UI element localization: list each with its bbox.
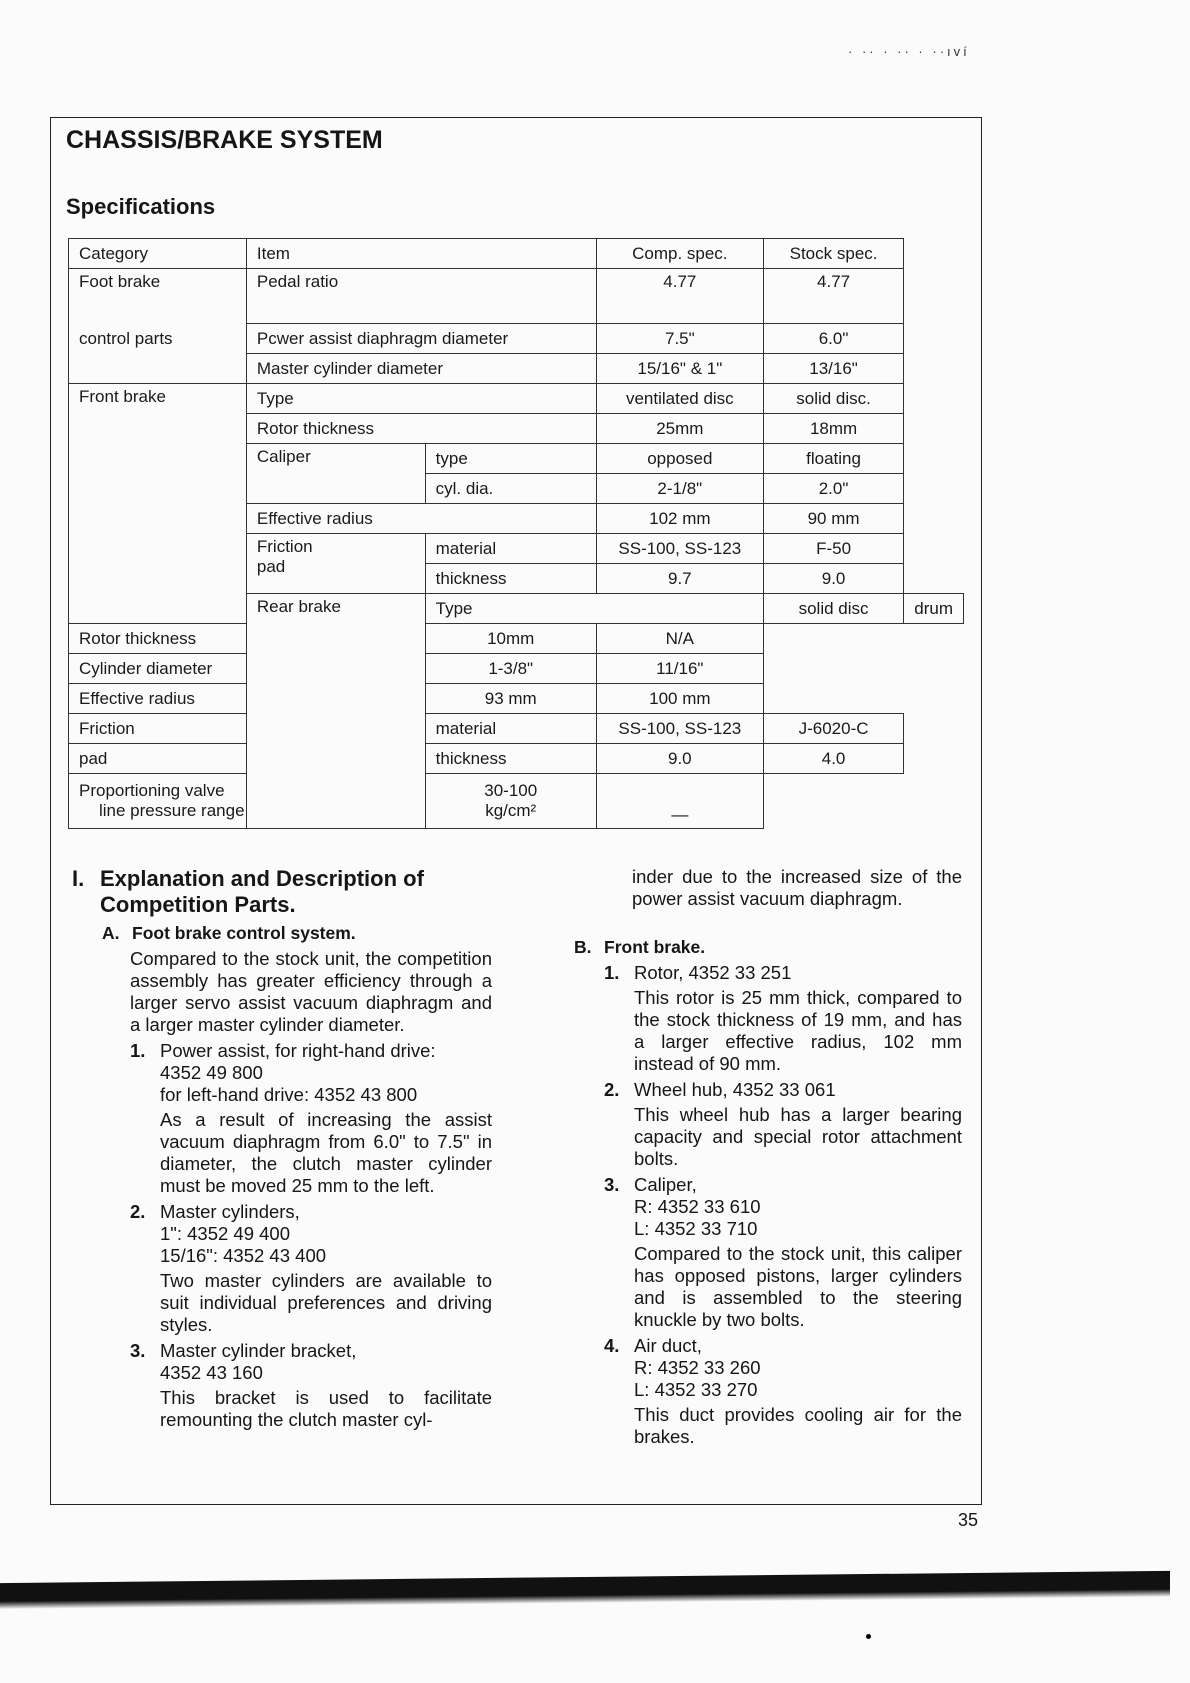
- explanation-heading: [72, 866, 492, 918]
- sub-item-cell: thickness: [425, 564, 596, 594]
- item-line: L: 4352 33 270: [634, 1379, 758, 1400]
- continuation-text: inder due to the increased size of the power assist vacuum diaphragm.: [632, 866, 962, 909]
- item-cell: [246, 534, 425, 594]
- item-line: R: 4352 33 610: [634, 1196, 761, 1217]
- comp-cell: 25mm: [596, 414, 763, 444]
- header-mark: · ·· · ·· · ··ıví: [848, 44, 970, 59]
- item-cell: Rotor thickness: [69, 624, 426, 654]
- comp-cell: 2-1/8": [596, 474, 763, 504]
- item-number: 3.: [130, 1340, 146, 1361]
- stock-cell: —: [596, 774, 763, 829]
- category-cell: Foot brake: [69, 269, 247, 324]
- item-number: 4.: [604, 1335, 620, 1356]
- section-b-heading: [574, 936, 962, 958]
- stock-cell: 4.77: [763, 269, 903, 324]
- section-a-intro: Compared to the stock unit, the competition assembly has greater efficiency through a larger servo assist vacuum diaphragm and a larger master cylinder diameter.: [130, 948, 492, 1035]
- comp-line: 30-100: [484, 781, 538, 800]
- item-line: 4352 43 160: [160, 1362, 263, 1383]
- section-title-text: Front brake.: [604, 937, 706, 957]
- stock-cell: 90 mm: [763, 504, 903, 534]
- section-letter: B.: [574, 937, 592, 957]
- stock-cell: 100 mm: [596, 684, 763, 714]
- table-header-row: [69, 239, 964, 269]
- stock-cell: 2.0": [763, 474, 903, 504]
- page-number: 35: [958, 1510, 979, 1530]
- table-header: Stock spec.: [763, 239, 903, 269]
- item-cell: Effective radius: [246, 504, 596, 534]
- item-line: Friction: [256, 537, 313, 556]
- stock-cell: 11/16": [596, 654, 763, 684]
- comp-cell: 9.7: [596, 564, 763, 594]
- item-line: 1": 4352 49 400: [160, 1223, 291, 1244]
- comp-cell: opposed: [596, 444, 763, 474]
- page-title: CHASSIS/BRAKE SYSTEM: [66, 126, 383, 154]
- scan-edge-bar: [0, 1571, 1170, 1609]
- table-row: [69, 384, 964, 414]
- item-line: Master cylinders,: [160, 1201, 300, 1222]
- table-row: [69, 684, 964, 714]
- section-title-text: Foot brake control system.: [132, 923, 356, 943]
- item-line: Caliper,: [634, 1174, 697, 1195]
- comp-cell: 93 mm: [425, 684, 596, 714]
- item-cell: pad: [69, 744, 247, 774]
- comp-cell: [425, 774, 596, 829]
- specifications-table: [68, 238, 964, 829]
- item-line: pad: [256, 557, 286, 576]
- comp-cell: 102 mm: [596, 504, 763, 534]
- stock-cell: J-6020-C: [763, 714, 903, 744]
- table-row: [69, 324, 964, 354]
- stock-cell: floating: [763, 444, 903, 474]
- sub-item-cell: cyl. dia.: [425, 474, 596, 504]
- item-body: [634, 962, 962, 1075]
- table-header: Comp. spec.: [596, 239, 763, 269]
- stock-cell: 4.0: [763, 744, 903, 774]
- table-row: [69, 714, 964, 744]
- list-item: [604, 1335, 962, 1448]
- heading-line: Explanation and Description of: [100, 866, 424, 891]
- item-body: [160, 1340, 492, 1431]
- table-row: [69, 654, 964, 684]
- category-cell: [69, 354, 247, 384]
- stock-cell: solid disc.: [763, 384, 903, 414]
- table-row: [69, 744, 964, 774]
- item-line: L: 4352 33 710: [634, 1218, 758, 1239]
- list-item: [130, 1201, 492, 1336]
- comp-cell: ventilated disc: [596, 384, 763, 414]
- comp-cell: solid disc: [763, 594, 903, 624]
- scan-dot: [866, 1634, 871, 1639]
- comp-cell: 1-3/8": [425, 654, 596, 684]
- item-body: [160, 1201, 492, 1336]
- stock-cell: drum: [904, 594, 964, 624]
- heading-line: Competition Parts.: [100, 892, 296, 917]
- comp-cell: SS-100, SS-123: [596, 534, 763, 564]
- item-line: Rotor, 4352 33 251: [634, 962, 792, 983]
- category-cell: Front brake: [69, 384, 247, 624]
- table-header: Category: [69, 239, 247, 269]
- comp-cell: 15/16" & 1": [596, 354, 763, 384]
- item-description: This wheel hub has a larger bearing capacity and special rotor attachment bolts.: [634, 1104, 962, 1169]
- table-header: Item: [246, 239, 596, 269]
- heading-text: [100, 866, 424, 918]
- category-cell: control parts: [69, 324, 247, 354]
- item-line: line pressure range: [99, 801, 245, 820]
- item-cell: Rotor thickness: [246, 414, 596, 444]
- right-column: [572, 866, 962, 1448]
- item-line: Air duct,: [634, 1335, 702, 1356]
- comp-cell: SS-100, SS-123: [596, 714, 763, 744]
- item-line: Wheel hub, 4352 33 061: [634, 1079, 836, 1100]
- item-line: 15/16": 4352 43 400: [160, 1245, 327, 1266]
- left-column: [72, 866, 492, 1431]
- item-number: 2.: [130, 1201, 146, 1222]
- table-row: [69, 354, 964, 384]
- table-row: [69, 774, 964, 829]
- item-description: As a result of increasing the assist vacuum diaphragm from 6.0" to 7.5" in diameter, the clutch master cylinder must be moved 25 mm to the left.: [160, 1109, 492, 1196]
- item-cell: [69, 774, 426, 829]
- comp-line: kg/cm²: [485, 801, 537, 820]
- item-body: [634, 1174, 962, 1331]
- list-item: [130, 1040, 492, 1197]
- list-item: [604, 962, 962, 1075]
- item-body: [634, 1335, 962, 1448]
- item-line: Master cylinder bracket,: [160, 1340, 357, 1361]
- sub-item-cell: material: [425, 714, 596, 744]
- item-description: This bracket is used to facilitate remounting the clutch master cyl-: [160, 1387, 492, 1430]
- stock-cell: N/A: [596, 624, 763, 654]
- item-line: R: 4352 33 260: [634, 1357, 761, 1378]
- item-body: [160, 1040, 492, 1197]
- table-row: [69, 624, 964, 654]
- comp-cell: 10mm: [425, 624, 596, 654]
- item-line: 4352 49 800: [160, 1062, 263, 1083]
- table-row: [69, 269, 964, 324]
- stock-cell: 18mm: [763, 414, 903, 444]
- item-line: Proportioning valve: [79, 781, 225, 800]
- sub-item-cell: type: [425, 444, 596, 474]
- heading-number: I.: [72, 866, 85, 891]
- section-letter: A.: [102, 923, 120, 943]
- item-cell: Pcwer assist diaphragm diameter: [246, 324, 596, 354]
- item-line: Power assist, for right-hand drive:: [160, 1040, 436, 1061]
- item-description: Compared to the stock unit, this caliper has opposed pistons, larger cylinders and is assembled to the steering knuckle by two bolts.: [634, 1243, 962, 1330]
- comp-cell: 7.5": [596, 324, 763, 354]
- comp-cell: 4.77: [596, 269, 763, 324]
- list-item: [604, 1174, 962, 1331]
- item-line: for left-hand drive: 4352 43 800: [160, 1084, 418, 1105]
- item-number: 2.: [604, 1079, 620, 1100]
- item-description: This duct provides cooling air for the brakes.: [634, 1404, 962, 1447]
- stock-cell: 9.0: [763, 564, 903, 594]
- list-item: [130, 1340, 492, 1431]
- item-cell: Type: [246, 384, 596, 414]
- item-cell: Effective radius: [69, 684, 426, 714]
- stock-cell: 13/16": [763, 354, 903, 384]
- item-body: [634, 1079, 962, 1170]
- item-description: Two master cylinders are available to suit individual preferences and driving styles.: [160, 1270, 492, 1335]
- stock-cell: F-50: [763, 534, 903, 564]
- item-description: This rotor is 25 mm thick, compared to the stock thickness of 19 mm, and has a larger effective radius, 102 mm instead of 90 mm.: [634, 987, 962, 1074]
- item-cell: Type: [425, 594, 763, 624]
- section-title: Specifications: [66, 194, 216, 219]
- list-item: [604, 1079, 962, 1170]
- item-cell: Pedal ratio: [246, 269, 596, 324]
- item-cell: Friction: [69, 714, 247, 744]
- sub-item-cell: thickness: [425, 744, 596, 774]
- item-cell: Master cylinder diameter: [246, 354, 596, 384]
- stock-cell: 6.0": [763, 324, 903, 354]
- section-a-heading: [102, 922, 492, 944]
- item-cell: Caliper: [246, 444, 425, 504]
- comp-cell: 9.0: [596, 744, 763, 774]
- item-number: 3.: [604, 1174, 620, 1195]
- category-cell: Rear brake: [246, 594, 425, 829]
- item-cell: Cylinder diameter: [69, 654, 426, 684]
- sub-item-cell: material: [425, 534, 596, 564]
- item-number: 1.: [130, 1040, 146, 1061]
- item-number: 1.: [604, 962, 620, 983]
